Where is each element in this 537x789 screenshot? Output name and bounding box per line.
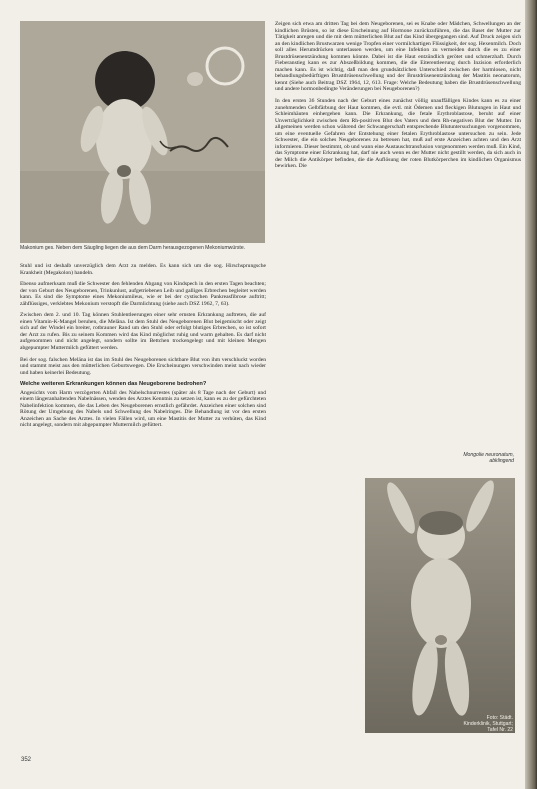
right-paragraph: Zeigen sich etwa am dritten Tag bei dem Neugeborenen, sei es Knabe oder Mädchen, Schwellungen an der kindlichen Brüsten, so ist diese Erscheinung auf Hormone zurückzuführen, die das Baset der Mutter zur Tätigkeit anregen und die mit dem mütterlichen Blut auf das Kind übergegangen sind. Auf Druck zeigen sich an den kindlichen Brustwarzen wenige Tropfen einer vormilchartigen Flüssigkeit, der sog. Hexenmilch. Doch soll alles Herumdrücken unterlassen werden, um eine Infektion zu vermeiden durch die es zu einer Brustdrüsenentzündung kommen könnte. Dabei ist die Haut entzündlich gerötet und schmerzhaft. Durch Fieberanstieg kann es zur Abszeßbildung kommen, die die Eiterentleerung durch Inzision erforderlich machen kann. Es ist wichtig, daß man den grundsätzlichen Unterschied zwischen der harmlosen, nicht behandlungsbedürftigen Brustdrüsenschwellung und der Brustdrüsenentzündung der Mastitis neonatorum, kennt (Siehe auch Beitrag DSZ 1964, 12, 613. Frage: Welche Bedeutung haben die Brustdrüsenschwellung und andere hormonbedingte Veränderungen bei Neugeborenen?) [275, 21, 521, 93]
left-paragraph: Zwischen dem 2. und 10. Tag können Stuhlentleerungen einer sehr ernsten Erkrankung auftreten, die auf einen Vitamin-K-Mangel beruhen, die Meläna. Ist dem Stuhl des Neugeborenen Blut beigemischt oder zeigt sich auf der Windel ein breiter, rotbrauner Rand um den Stuhl oder erfolgt blutiges Erbrechen, so ist sofort der Arzt zu rufen. Bis zu seinem Kommen wird das Kind möglichst ruhig und warm gehalten. Es darf nicht aufgenommen und nicht angelegt, sondern sollte im Bettchen trockengelegt und mit kleinen Mengen abgepumpter Muttermilch gefüttert werden. [20, 312, 266, 352]
section-heading: Welche weiteren Erkrankungen können das Neugeborene bedrohen? [20, 381, 207, 388]
left-text-column [20, 263, 266, 753]
left-paragraph: Ebenso aufmerksam muß die Schwester den fehlenden Abgang von Kindspech in den ersten Tagen beachten; der von Geburt des Neugeborenen, Trinkunlust, aufgetriebenen Leib und galliges Erbrechen begleitet werden kann. Es sind die Symptome eines Mekoniumileus, wie er bei der cystischen Pankreasfibrose auftritt; zähflüssiges, verklebtes Mekonium verstopft die Darmlichtung (siehe auch DSZ 1962, 7, 63). [20, 281, 266, 307]
page-binding-shadow [525, 0, 537, 789]
infant-photo-illustration [365, 478, 515, 733]
right-paragraph: In den ersten 36 Stunden nach der Geburt eines zunächst völlig unauffälligen Kindes kann es zu einer zunehmenden Gelbfärbung der Haut kommen, die evtl. mit Ödemen und fleckigen Blutungen in Haut und Schleimhäuten einhergehen kann. Die Erkrankung, die fetale Erythroblastose, beruht auf einer Unverträglichkeit zwischen dem Rh-positiven Blut des Vaters und dem Rh-negativen Blut der Mutter. Im allgemeinen werden schon während der Schwangerschaft entsprechende Blutuntersuchungen vorgenommen, um eine eventuelle Gefahren der Entstehung einer fetalen Erythroblastose untersuchen zu sein. Jede Schwester, die ein solches Neugeborenes zu betreuen hat, muß auf erste Anzeichen achten und den Arzt informieren. Dieser bestimmt, ob und wann eine Austauschtransfusion vorgenommen werden muß. Ein Kind, das Symptome einer Erkrankung hat, darf nie auch wenn es der Mutter nicht gestillt werden, da sich auch in der Milch die Antikörper befinden, die die Auflösung der roten Blutkörperchen im kindlichen Organismus bewirken. Die [275, 98, 521, 170]
infant-photo [365, 478, 515, 733]
figure2-side-caption: Mongolie neuronatum, abklingend [463, 452, 514, 464]
meconium-photo-illustration [20, 21, 265, 243]
left-paragraph: Stuhl und ist deshalb unverzüglich dem Arzt zu melden. Es kann sich um die sog. Hirschsprungsche Krankheit (Megakolon) handeln. [20, 263, 266, 276]
left-paragraph: Angesichts vom Harm verzögerten Abfall des Nabelschnurrestes (später als 8 Tage nach der Geburt) und einem längeranhaltenden Nabelnässen, wenden des Arztes Kenntnis zu setzen ist, kann es zu der gefürchteten Nabelinfektion kommen, die das Leben des Neugeborenen ernstlich gefährdet. Anzeichen einer solchen sind Rötung der Umgebung des Nabels und Schwellung des Nabelringes. Die Behandlung ist vor den ersten Anzeichen an Sache des Arztes. In vielen Fällen wird, um eine Mastitis der Mutter zu verhüten, das Kind nicht angelegt, sondern mit abgepumpter Muttermilch gefüttert. [20, 389, 266, 429]
meconium-photo [20, 21, 265, 243]
left-paragraph: Bei der sog. falschen Meläna ist das im Stuhl des Neugeborenen sichtbare Blut von ihm verschluckt worden und stammt meist aus den mütterlichen Geburtswegen. Die Erscheinungen verschwinden meist nach wieder und haben keinerlei Bedeutung. [20, 356, 266, 376]
figure2-credit: Foto: Städt. Kinderklinik, Stuttgart; Tafel Nr. 22 [463, 715, 513, 733]
figure1-caption: Makonium ges. Neben dem Säugling liegen die aus dem Darm herausgezogenen Mekoniumwürste. [20, 245, 246, 251]
page-number: 352 [21, 757, 32, 763]
right-text-column [275, 21, 521, 441]
